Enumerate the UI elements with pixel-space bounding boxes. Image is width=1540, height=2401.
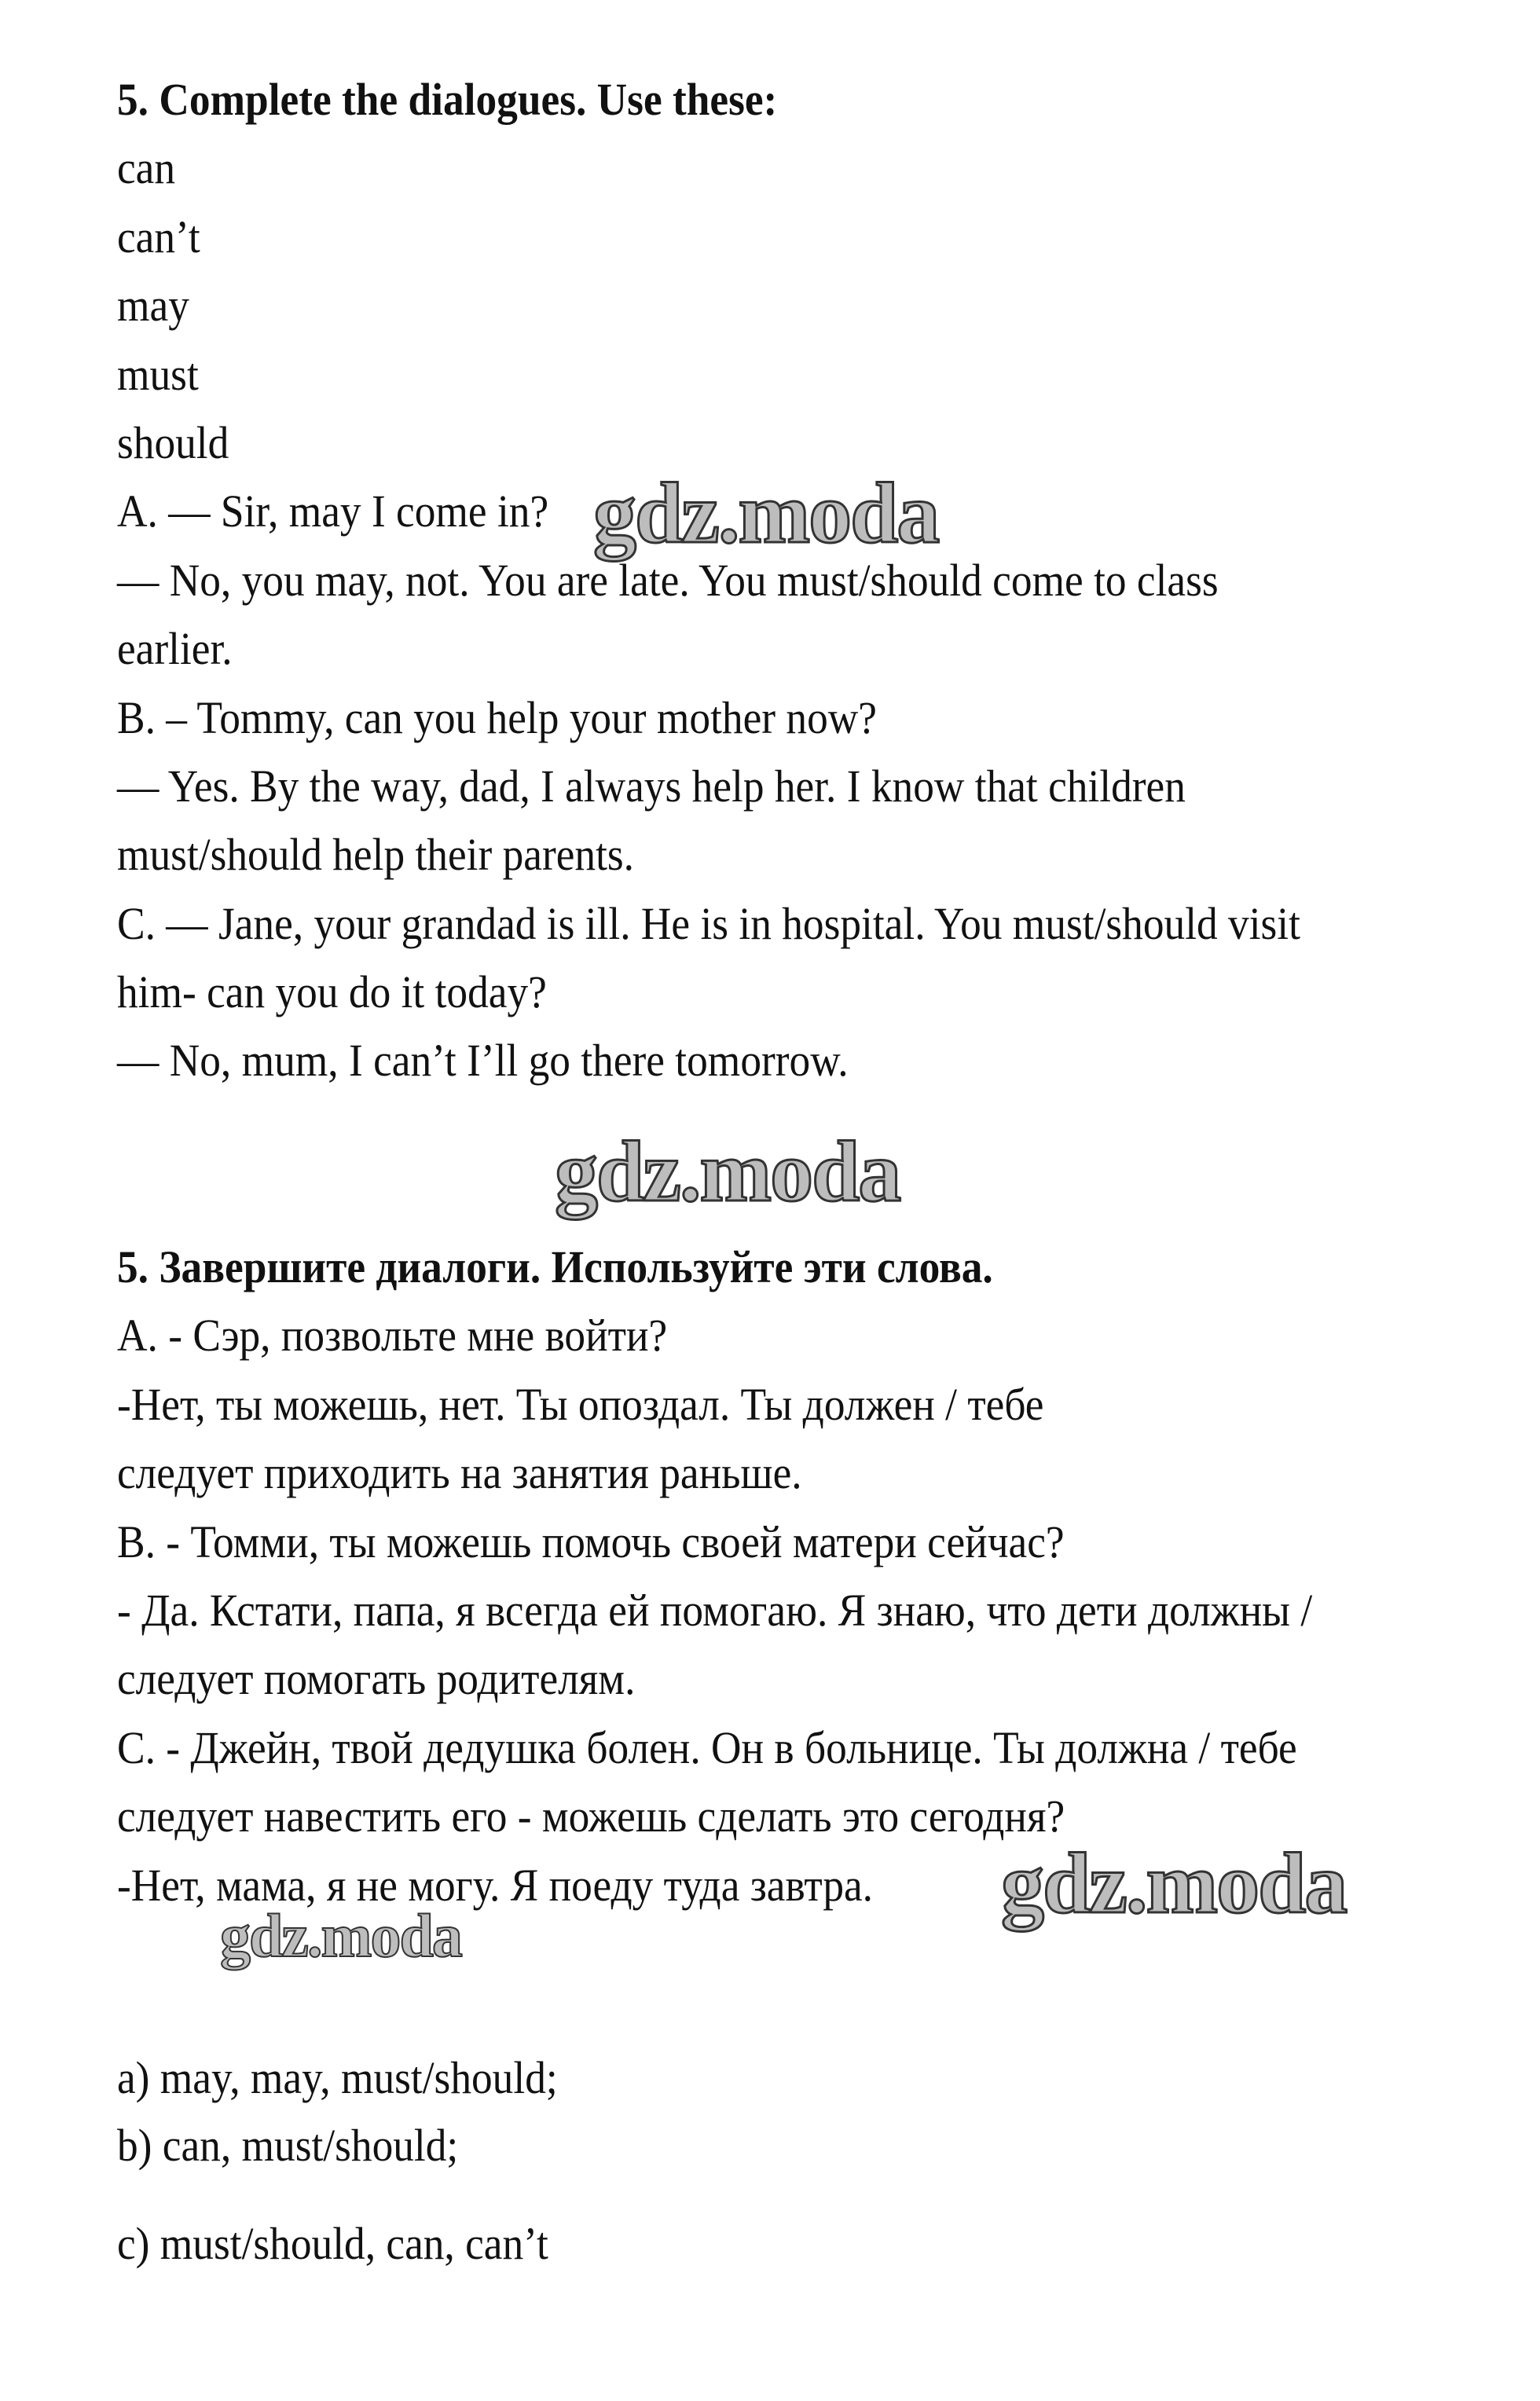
word-option: can’t <box>117 211 200 262</box>
watermark: gdz.moda <box>593 465 939 561</box>
dialogue-line-ru: В. - Томми, ты можешь помочь своей матери сейчас? <box>117 1516 1065 1567</box>
dialogue-line-ru: следует приходить на занятия раньше. <box>117 1447 802 1499</box>
dialogue-line: — Yes. By the way, dad, I always help her. I know that children <box>117 760 1186 812</box>
dialogue-line-ru: следует навестить его - можешь сделать это сегодня? <box>117 1791 1065 1842</box>
dialogue-line-ru: С. - Джейн, твой дедушка болен. Он в больнице. Ты должна / тебе <box>117 1721 1297 1773</box>
dialogue-line-ru: следует помогать родителям. <box>117 1653 636 1705</box>
dialogue-line-ru: - Да. Кстати, папа, я всегда ей помогаю. Я знаю, что дети должны / <box>117 1584 1313 1636</box>
word-option: can <box>117 142 176 194</box>
watermark: gdz.moda <box>555 1124 900 1219</box>
english-section <box>117 65 1403 1095</box>
russian-section <box>117 1233 1416 1919</box>
dialogue-line: C. — Jane, your grandad is ill. He is in hospital. You must/should visit <box>117 897 1300 949</box>
word-option: should <box>117 416 229 468</box>
dialogue-line: him- can you do it today? <box>117 966 547 1018</box>
answer-c: c) must/should, can, can’t <box>117 2218 548 2269</box>
watermark: gdz.moda <box>1001 1835 1347 1931</box>
word-option: may <box>117 280 189 332</box>
dialogue-line: A. — Sir, may I come in? <box>117 486 549 537</box>
exercise-title: 5. Complete the dialogues. Use these: <box>117 74 778 125</box>
dialogue-line: — No, you may, not. You are late. You must/should come to class <box>117 554 1219 606</box>
dialogue-line: B. – Tommy, can you help your mother now? <box>117 691 877 743</box>
watermark: gdz.moda <box>220 1901 461 1970</box>
dialogue-line-ru: А. - Сэр, позвольте мне войти? <box>117 1310 668 1362</box>
answer-b: b) can, must/should; <box>117 2120 459 2171</box>
dialogue-line: — No, mum, I can’t I’ll go there tomorrow. <box>117 1035 849 1087</box>
answer-a: a) may, may, must/should; <box>117 2052 558 2103</box>
dialogue-line: earlier. <box>117 623 233 675</box>
dialogue-line-ru: -Нет, ты можешь, нет. Ты опоздал. Ты должен / тебе <box>117 1378 1044 1430</box>
dialogue-line: must/should help their parents. <box>117 829 635 881</box>
word-option: must <box>117 348 199 400</box>
exercise-title-ru: 5. Завершите диалоги. Используйте эти слова. <box>117 1241 993 1292</box>
dialogue-line-ru: -Нет, мама, я не могу. Я поеду туда завтра. <box>117 1859 874 1911</box>
